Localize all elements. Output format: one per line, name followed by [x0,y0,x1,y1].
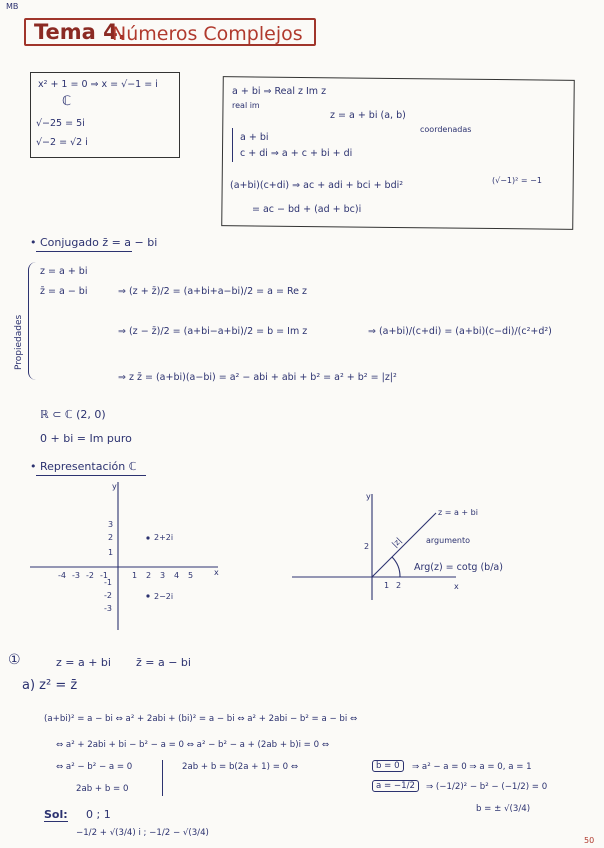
graph1-y-tick: -3 [104,604,112,613]
boxA-line4: √−2 = √2 i [36,137,88,148]
boxed-a-half: a = −1/2 [372,780,419,792]
boxA-line3: √−25 = 5i [36,118,85,129]
graph2-x-label: x [454,582,459,591]
system-brace [162,760,171,796]
page-number: 50 [584,836,595,845]
author-mark: MB [6,2,19,11]
graph2-argument-formula: Arg(z) = cotg (b/a) [414,562,503,573]
boxed-b-zero: b = 0 [372,760,404,772]
exercise-step5: b = ± √(3/4) [476,804,531,814]
title-tema: Tema 4. [34,20,126,44]
graph1-y-tick: -1 [104,578,112,587]
representation-heading: • Representación ℂ [30,460,137,473]
boxB-coordinates-note: coordenadas [420,125,472,134]
exercise-step3a: ⇔ a² − b² − a = 0 [56,762,133,772]
exercise-given-zbar: z̄ = a − bi [136,656,191,669]
graph1-x-tick: -4 [58,571,66,580]
conj-row1b: z̄ = a − bi [40,286,88,297]
graph1-y-tick: 1 [108,548,114,557]
page-title: Números Complejos [112,23,303,45]
exercise-step1: (a+bi)² = a − bi ⇔ a² + 2abi + (bi)² = a − bi ⇔ a² + 2abi − b² = a − bi ⇔ [44,714,358,724]
exercise-step4b: ⇒ (−1/2)² − b² − (−1/2) = 0 [426,782,548,792]
graph2-angle-arc [392,557,400,577]
reals-line2: 0 + bi = Im puro [40,432,132,445]
conj-row2b: ⇒ (a+bi)/(c+di) = (a+bi)(c−di)/(c²+d²) [368,326,552,337]
graph1-x-tick: 2 [146,571,152,580]
point-label-2-plus-2i: 2+2i [154,533,174,542]
point-2-plus-2i [146,536,149,539]
graph1-x-label: x [214,568,219,577]
graph1-x-tick: 3 [160,571,166,580]
conj-row2: ⇒ (z − z̄)/2 = (a+bi−a+bi)/2 = b = Im z [118,326,308,337]
graph2-z-label: z = a + bi [438,508,478,517]
solution-label: Sol: [44,808,68,821]
boxB-line4: (a+bi)(c+di) ⇒ ac + adi + bci + bdi² [230,180,404,191]
graph1-x-tick: -3 [72,571,80,580]
graph1-y-label: y [112,482,117,491]
graph1-x-tick: -1 [100,571,108,580]
graph1-x-tick: 1 [132,571,138,580]
graph2-modulus-label: |z| [390,535,404,550]
exercise-number: ① [8,652,21,668]
conj-row1a: z = a + bi [40,266,88,277]
reals-line1: ℝ ⊂ ℂ (2, 0) [40,408,106,421]
boxB-line1-sub: real im [232,101,260,110]
exercise-step3b: 2ab + b = 0 [76,784,129,794]
exercise-step3c: 2ab + b = b(2a + 1) = 0 ⇔ [182,762,299,772]
graph1-x-tick: 5 [188,571,194,580]
graph1-y-tick: 3 [108,520,114,529]
point-2-minus-2i [146,594,149,597]
boxB-line3a: a + bi [240,132,269,143]
exercise-step2: ⇔ a² + 2abi + bi − b² − a = 0 ⇔ a² − b² − a + (2ab + b)i = 0 ⇔ [56,740,330,750]
conjugado-heading: • Conjugado z̄ = a − bi [30,236,158,249]
exercise-step3e: ⇒ a² − a = 0 ⇒ a = 0, a = 1 [412,762,532,772]
graph2-x-tick: 1 [384,581,390,590]
exercise-part-a: a) z² = z̄ [22,678,78,693]
conj-row1c: ⇒ (z + z̄)/2 = (a+bi+a−bi)/2 = a = Re z [118,286,307,297]
point-label-2-minus-2i: 2−2i [154,592,174,601]
exercise-given-z: z = a + bi [56,656,111,669]
graph2-x-tick: 2 [396,581,402,590]
boxB-line3b: c + di ⇒ a + c + bi + di [240,148,353,159]
graph1-y-tick: 2 [108,533,114,542]
boxB-line2: z = a + bi (a, b) [330,110,406,121]
graph2-y-label: y [366,492,371,501]
boxB-i-squared-note: (√−1)² = −1 [492,176,542,185]
graph1-x-tick: 4 [174,571,180,580]
conj-row3: ⇒ z z̄ = (a+bi)(a−bi) = a² − abi + abi + b² = a² + b² = |z|² [118,372,397,383]
graph1-y-tick: -2 [104,591,112,600]
boxB-line5: = ac − bd + (ad + bc)i [252,204,362,215]
boxB-line1: a + bi ⇒ Real z Im z [232,86,327,97]
solution-line2: −1/2 + √(3/4) i ; −1/2 − √(3/4) [76,828,209,838]
graph2-y-tick: 2 [364,542,370,551]
graph1-x-tick: -2 [86,571,94,580]
properties-side-label: Propiedades [14,314,24,370]
graph2-argument-word: argumento [426,536,471,545]
boxA-line1: x² + 1 = 0 ⇒ x = √−1 = i [38,79,158,90]
boxA-line2: ℂ [62,94,72,109]
solution-line1: 0 ; 1 [86,808,111,821]
